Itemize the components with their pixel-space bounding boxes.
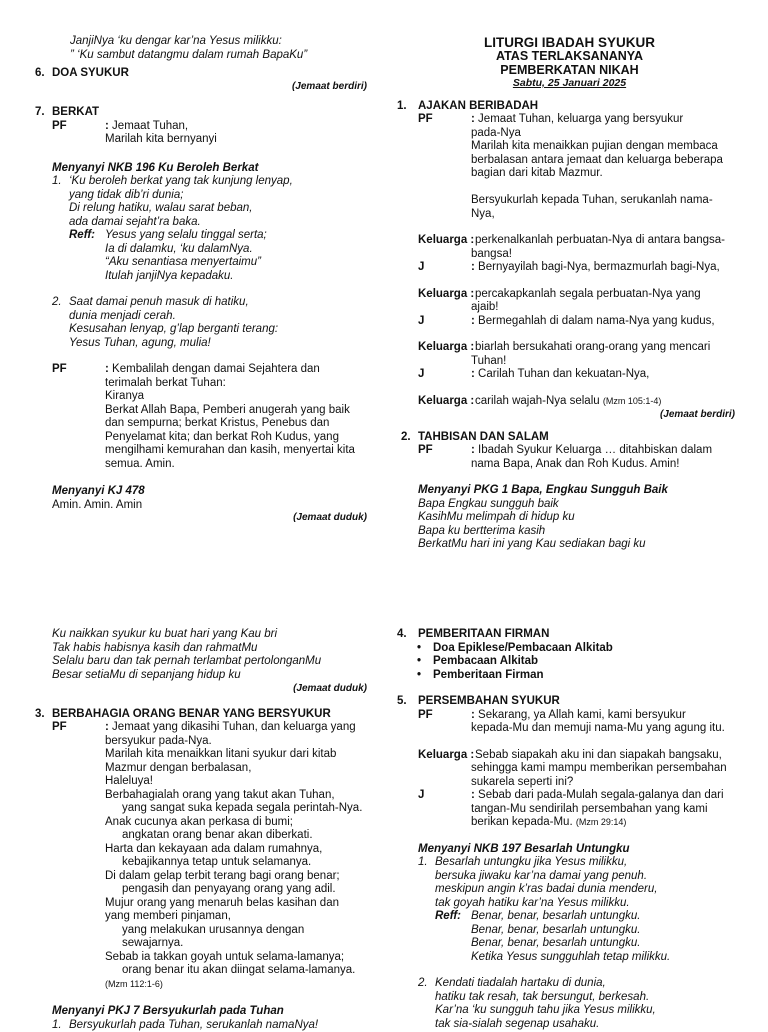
- lyric-line: KasihMu melimpah di hidup ku: [418, 511, 735, 525]
- lyric-line: Ia di dalamku, ‘ku dalamNya.: [105, 243, 367, 257]
- pf-line: Kiranya: [105, 390, 367, 404]
- note-jemaat-duduk: (Jemaat duduk): [35, 682, 367, 696]
- lyric-line: yang tidak dib’ri dunia;: [69, 189, 367, 203]
- section-title: DOA SYUKUR: [52, 67, 129, 79]
- quadrant-bottom-left: [35, 628, 367, 1032]
- list-item: • Pemberitaan Firman: [413, 669, 735, 683]
- psalm-line: orang benar itu akan diingat selama-lamanya.: [122, 964, 367, 978]
- section-3-heading: [35, 708, 367, 722]
- lyric-line: Ketika Yesus sungguhlah tetap milikku.: [471, 951, 735, 965]
- reff-label: Reff:: [435, 910, 461, 924]
- intro-lyrics: [35, 628, 367, 682]
- psalm-line: Mazmur dengan berbalasan,: [105, 762, 367, 776]
- section-number: 7.: [35, 106, 45, 120]
- scripture-reference: (Mzm 112:1-6): [105, 978, 367, 992]
- pf-block: PF : Sekarang, ya Allah kami, kami bersyukur kepada-Mu dan memuji nama-Mu yang agung itu.: [397, 709, 735, 736]
- response-line: Bernyayilah bagi-Nya, bermazmurlah bagi-Nya,: [478, 261, 720, 273]
- verse-number: 1.: [418, 856, 428, 870]
- section-number: 2.: [401, 431, 411, 445]
- response-line: bangsa!: [471, 248, 735, 262]
- pf-line: semua. Amin.: [105, 458, 367, 472]
- psalm-line: yang memberi pinjaman,: [105, 910, 367, 924]
- response-line: perkenalkanlah perbuatan-Nya di antara bangsa-: [475, 234, 735, 248]
- lyric-line: tak sia-sialah segenap usahaku.: [435, 1018, 735, 1032]
- lyric-line: Bapa Engkau sungguh baik: [418, 498, 735, 512]
- speaker-label: PF: [418, 709, 433, 723]
- lyric-line: bersuka jiwaku kar’na damai yang penuh.: [435, 870, 735, 884]
- quadrant-top-right: [397, 35, 735, 552]
- keluarga-response-4: [397, 395, 735, 409]
- speaker-label: PF: [52, 120, 67, 134]
- note-jemaat-berdiri: (Jemaat berdiri): [35, 80, 367, 94]
- lyric-line: Selalu baru dan tak pernah terlambat pertolonganMu: [52, 655, 367, 669]
- psalm-line: yang sangat suka kepada segala perintah-Nya.: [122, 802, 367, 816]
- lyric-line: Besar setiaMu di sepanjang hidup ku: [52, 669, 367, 683]
- song-title: Menyanyi NKB 197 Besarlah Untungku: [418, 843, 735, 857]
- speaker-label: Keluarga :: [418, 395, 474, 409]
- pf-line: Kembalilah dengan damai Sejahtera dan: [112, 363, 320, 375]
- jemaat-response-2: J : Bermegahlah di dalam nama-Nya yang kudus,: [397, 315, 735, 329]
- section-number: 1.: [397, 100, 407, 114]
- jemaat-response-1: J : Bernyayilah bagi-Nya, bermazmurlah bagi-Nya,: [397, 261, 735, 275]
- lyric-line: Kendati tiadalah hartaku di dunia,: [435, 977, 735, 991]
- quadrant-bottom-right: [397, 628, 735, 1031]
- pf-line: mengilhami kemurahan dan kasih, menyertai kita: [105, 444, 367, 458]
- lyric-line: Kesusahan lenyap, g’lap berganti terang:: [69, 323, 367, 337]
- speaker-label: PF: [52, 721, 67, 735]
- song-pkj-7: [35, 1005, 367, 1032]
- lyric-line: Bapa ku bertterima kasih: [418, 525, 735, 539]
- lyric-line: Ku naikkan syukur ku buat hari yang Kau bri: [52, 628, 367, 642]
- section-5-heading: [397, 695, 735, 709]
- pf-line: Marilah kita bernyanyi: [105, 133, 367, 147]
- section-number: 6.: [35, 67, 45, 81]
- psalm-line: Haleluya!: [105, 775, 367, 789]
- jemaat-response-3: J : Carilah Tuhan dan kekuatan-Nya,: [397, 368, 735, 382]
- psalm-line: Sebab ia takkan goyah untuk selama-lamanya;: [105, 951, 367, 965]
- pf-blessing-block: [35, 363, 367, 471]
- pf-line: berbalasan antara jemaat dan keluarga beberapa: [471, 154, 735, 168]
- speaker-label: J: [418, 789, 424, 803]
- list-item: • Doa Epiklese/Pembacaan Alkitab: [413, 642, 735, 656]
- song-title: Menyanyi PKG 1 Bapa, Engkau Sungguh Baik: [418, 484, 735, 498]
- verse-number: 1.: [52, 175, 62, 189]
- lyric-line: Benar, benar, besarlah untungku.: [471, 937, 735, 951]
- speaker-label: Keluarga :: [418, 288, 474, 302]
- pf-line: Jemaat yang dikasihi Tuhan, dan keluarga yang: [112, 721, 356, 733]
- pf-block: [35, 120, 367, 147]
- psalm-line: angkatan orang benar akan diberkati.: [122, 829, 367, 843]
- section-title: AJAKAN BERIBADAH: [418, 100, 538, 112]
- section-title: TAHBISAN DAN SALAM: [418, 431, 549, 443]
- note-jemaat-duduk: (Jemaat duduk): [35, 511, 367, 525]
- quadrant-top-left: [35, 35, 367, 525]
- pf-line: bagian dari kitab Mazmur.: [471, 167, 735, 181]
- section-title: BERKAT: [52, 106, 99, 118]
- response-line: biarlah bersukahati orang-orang yang mencari: [475, 341, 735, 355]
- lyric-line: Tak habis habisnya kasih dan rahmatMu: [52, 642, 367, 656]
- pf-line: Nya,: [471, 208, 735, 222]
- psalm-line: Berbahagialah orang yang takut akan Tuhan,: [105, 789, 367, 803]
- response-line: sukarela seperti ini?: [471, 776, 735, 790]
- response-line: Sebab siapakah aku ini dan siapakah bangsaku,: [475, 749, 735, 763]
- lyric-line: tak goyah hatiku kar’na Yesus milikku.: [435, 897, 735, 911]
- verse-number: 2.: [52, 296, 62, 310]
- section-number: 3.: [35, 708, 45, 722]
- song-nkb-197: [397, 843, 735, 1032]
- verse-number: 2.: [418, 977, 428, 991]
- lyric-line: Bersyukurlah pada Tuhan, serukanlah namaNya!: [69, 1019, 367, 1032]
- keluarga-response: [397, 749, 735, 790]
- psalm-line: Harta dan kekayaan ada dalam rumahnya,: [105, 843, 367, 857]
- service-date: Sabtu, 25 Januari 2025: [513, 77, 626, 89]
- pf-line: Bersyukurlah kepada Tuhan, serukanlah nama-: [471, 194, 735, 208]
- lyric-line: Besarlah untungku jika Yesus milikku,: [435, 856, 735, 870]
- lyric-line: ” ‘Ku sambut datangmu dalam rumah BapaKu”: [70, 49, 367, 63]
- psalm-line: yang melakukan urusannya dengan: [122, 924, 367, 938]
- song-title: Menyanyi PKJ 7 Bersyukurlah pada Tuhan: [52, 1005, 367, 1019]
- song-title: Menyanyi KJ 478: [52, 485, 367, 499]
- lyric-line: BerkatMu hari ini yang Kau sediakan bagi ku: [418, 538, 735, 552]
- pf-line: Penyelamat kita; dan berkat Roh Kudus, yang: [105, 431, 367, 445]
- lyric-line: meskipun angin k’ras badai dunia menderu,: [435, 883, 735, 897]
- psalm-line: sewajarnya.: [122, 937, 367, 951]
- section-2-heading: [397, 431, 735, 445]
- lyric-line: Yesus Tuhan, agung, mulia!: [69, 337, 367, 351]
- lyric-line: “Aku senantiasa menyertaimu”: [105, 256, 367, 270]
- lyric-line: Benar, benar, besarlah untungku.: [471, 910, 735, 924]
- verse-number: 1.: [52, 1019, 62, 1032]
- speaker-label: Keluarga :: [418, 341, 474, 355]
- speaker-label: Keluarga :: [418, 234, 474, 248]
- keluarga-response-1: [397, 234, 735, 261]
- pf-line: Berkat Allah Bapa, Pemberi anugerah yang baik: [105, 404, 367, 418]
- bullet-list: [413, 642, 735, 683]
- colon: :: [105, 120, 109, 132]
- lyric-line: ‘Ku beroleh berkat yang tak kunjung lenyap,: [69, 175, 367, 189]
- psalm-line: Anak cucunya akan perkasa di bumi;: [105, 816, 367, 830]
- section-title: PEMBERITAAN FIRMAN: [418, 628, 549, 640]
- intro-lyrics: [35, 35, 367, 62]
- speaker-label: J: [418, 368, 424, 382]
- colon: :: [471, 113, 475, 125]
- response-line: Sebab dari pada-Mulah segala-galanya dan dari: [478, 789, 724, 801]
- song-kj-478: [35, 485, 367, 512]
- psalm-line: Marilah kita menaikkan litani syukur dari kitab: [105, 748, 367, 762]
- section-title: PERSEMBAHAN SYUKUR: [418, 695, 560, 707]
- lyric-line: Amin. Amin. Amin: [52, 499, 367, 513]
- section-1-heading: [397, 100, 735, 114]
- response-line: berikan kepada-Mu.: [471, 816, 573, 828]
- pf-line: pada-Nya: [471, 127, 735, 141]
- response-line: tangan-Mu sendirilah persembahan yang kami: [471, 803, 735, 817]
- scripture-reference: (Mzm 29:14): [576, 817, 627, 827]
- section-7-heading: [35, 106, 367, 120]
- lyric-line: Kar’na ‘ku sungguh tahu jika Yesus milikku,: [435, 1004, 735, 1018]
- lyric-line: Di relung hatiku, walau sarat beban,: [69, 202, 367, 216]
- section-4-heading: [397, 628, 735, 642]
- psalm-line: Mujur orang yang menaruh belas kasihan dan: [105, 897, 367, 911]
- speaker-label: J: [418, 315, 424, 329]
- pf-line: kepada-Mu dan memuji nama-Mu yang agung itu.: [471, 722, 735, 736]
- pf-block: [397, 113, 735, 221]
- psalm-litany: [105, 748, 367, 978]
- speaker-label: PF: [418, 113, 433, 127]
- page-subtitle: PEMBERKATAN NIKAH: [397, 64, 742, 78]
- pf-line: Jemaat Tuhan, keluarga yang bersyukur: [478, 113, 683, 125]
- pf-line: Marilah kita menaikkan pujian dengan membaca: [471, 140, 735, 154]
- list-item: • Pembacaan Alkitab: [413, 655, 735, 669]
- pf-line: Ibadah Syukur Keluarga … ditahbiskan dalam: [478, 444, 712, 456]
- psalm-line: kebajikannya tetap untuk selamanya.: [122, 856, 367, 870]
- song-pkg-1: [397, 484, 735, 552]
- lyric-line: JanjiNya ‘ku dengar kar’na Yesus milikku:: [70, 35, 367, 49]
- lyric-line: Saat damai penuh masuk di hatiku,: [69, 296, 367, 310]
- psalm-line: pengasih dan penyayang orang yang adil.: [122, 883, 367, 897]
- song-title: Menyanyi NKB 196 Ku Beroleh Berkat: [52, 162, 367, 176]
- response-line: Tuhan!: [471, 355, 735, 369]
- section-number: 4.: [397, 628, 407, 642]
- lyric-line: ada damai sejaht’ra baka.: [69, 216, 367, 230]
- pf-line: bersyukur pada-Nya.: [105, 735, 367, 749]
- jemaat-response: J : Sebab dari pada-Mulah segala-galanya dan dari tangan-Mu sendirilah persembahan yang kami berikan kepada-Mu. (Mzm 29:14): [397, 789, 735, 830]
- reff-label: Reff:: [69, 229, 95, 243]
- lyric-line: dunia menjadi cerah.: [69, 310, 367, 324]
- section-title: BERBAHAGIA ORANG BENAR YANG BERSYUKUR: [52, 708, 331, 720]
- colon: :: [105, 363, 109, 375]
- pf-line: Sekarang, ya Allah kami, kami bersyukur: [478, 709, 686, 721]
- section-number: 5.: [397, 695, 407, 709]
- page-subtitle: ATAS TERLAKSANANYA: [397, 50, 742, 64]
- lyric-line: Itulah janjiNya kepadaku.: [105, 270, 367, 284]
- keluarga-response-2: [397, 288, 735, 315]
- response-line: ajaib!: [471, 301, 735, 315]
- response-line: percakapkanlah segala perbuatan-Nya yang: [475, 288, 735, 302]
- response-line: sehingga kami mampu memberikan persembahan: [471, 762, 735, 776]
- page-title: LITURGI IBADAH SYUKUR: [397, 35, 742, 50]
- lyric-line: Yesus yang selalu tinggal serta;: [105, 229, 367, 243]
- response-line: carilah wajah-Nya selalu: [475, 395, 600, 407]
- response-line: Carilah Tuhan dan kekuatan-Nya,: [478, 368, 649, 380]
- lyric-line: hatiku tak resah, tak bersungut, berkesah.: [435, 991, 735, 1005]
- note-jemaat-berdiri: (Jemaat berdiri): [397, 408, 735, 422]
- pf-line: nama Bapa, Anak dan Roh Kudus. Amin!: [471, 458, 735, 472]
- pf-line: terimalah berkat Tuhan:: [105, 377, 367, 391]
- scripture-reference: (Mzm 105:1-4): [603, 396, 662, 406]
- keluarga-response-3: [397, 341, 735, 368]
- lyric-line: Benar, benar, besarlah untungku.: [471, 924, 735, 938]
- pf-block: PF : Jemaat yang dikasihi Tuhan, dan keluarga yang bersyukur pada-Nya. Marilah kita menaikkan litani syukur dari kitab Mazmur dengan berbalasan, Haleluya! Berbahagialah orang yang takut akan Tuhan, yang sangat suka kepada segala perintah-Nya. Anak cucunya akan perkasa di bumi; angkatan orang benar akan diberkati. Harta dan kekayaan ada dalam rumahnya, kebajikannya tetap untuk selamanya. Di dalam gelap terbit terang bagi orang benar; pengasih dan penyayang orang yang adil. Mujur orang yang menaruh belas kasihan dan yang memberi pinjaman, yang melakukan urusannya dengan sewajarnya. Sebab ia takkan goyah untuk selama-lamanya; orang benar itu akan diingat selama-lamanya. (Mzm 112:1-6): [35, 721, 367, 991]
- speaker-label: PF: [418, 444, 433, 458]
- pf-line: dan sempurna; berkat Kristus, Penebus dan: [105, 417, 367, 431]
- section-6-heading: [35, 67, 367, 81]
- pf-block: PF : Ibadah Syukur Keluarga … ditahbiskan dalam nama Bapa, Anak dan Roh Kudus. Amin!: [397, 444, 735, 471]
- psalm-line: Di dalam gelap terbit terang bagi orang benar;: [105, 870, 367, 884]
- response-line: Bermegahlah di dalam nama-Nya yang kudus,: [478, 315, 715, 327]
- pf-line: Jemaat Tuhan,: [112, 120, 188, 132]
- speaker-label: J: [418, 261, 424, 275]
- speaker-label: PF: [52, 363, 67, 377]
- song-nkb-196: [35, 162, 367, 351]
- speaker-label: Keluarga :: [418, 749, 474, 763]
